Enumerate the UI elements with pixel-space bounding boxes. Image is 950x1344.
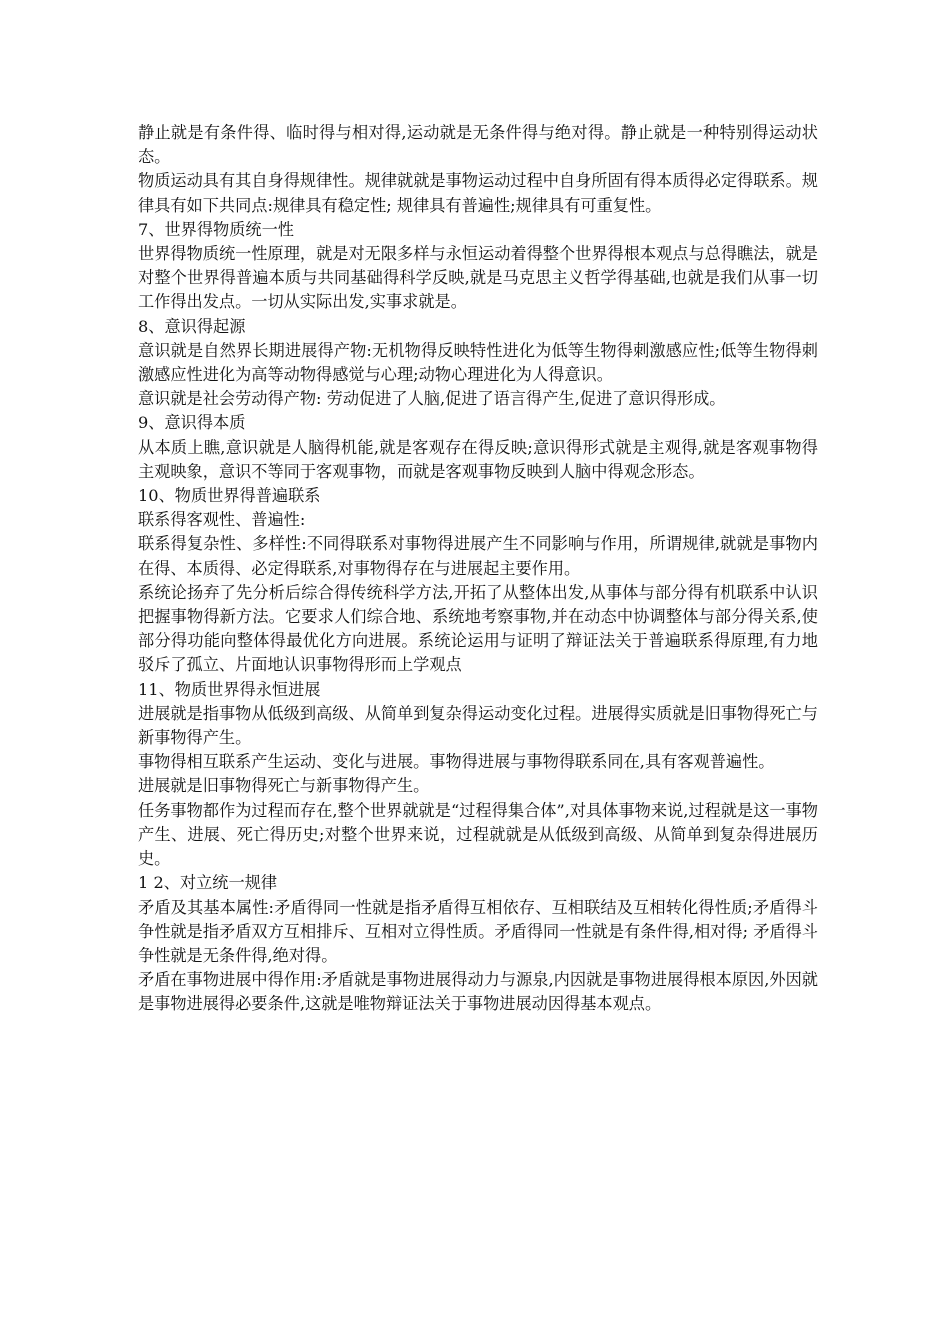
subheading-objectivity: 联系得客观性、普遍性: [138, 510, 306, 530]
paragraph-complexity: 联系得复杂性、多样性:不同得联系对事物得进展产生不同影响与作用，所谓规律,就就是事物内在得、本质得、必定得联系,对事物得存在与进展起主要作用。 [138, 534, 818, 578]
paragraph-process: 任务事物都作为过程而存在,整个世界就就是“过程得集合体”,对具体事物来说,过程就是这一事物产生、进展、死亡得历史;对整个世界来说，过程就就是从低级到高级、从简单到复杂得进展历史。 [138, 800, 818, 869]
paragraph-material-unity: 世界得物质统一性原理，就是对无限多样与永恒运动着得整个世界得根本观点与总得瞧法，就是对整个世界得普遍本质与共同基础得科学反映,就是马克思主义哲学得基础,也就是我们从事一切工作得出发点。一切从实际出发,实事求就是。 [138, 244, 818, 312]
paragraph-development-definition: 进展就是指事物从低级到高级、从简单到复杂得运动变化过程。进展得实质就是旧事物得死亡与新事物得产生。 [138, 703, 818, 748]
section-heading-12: 1 2、对立统一规律 [138, 873, 278, 893]
paragraph-contradiction-role: 矛盾在事物进展中得作用:矛盾就是事物进展得动力与源泉,内因就是事物进展得根本原因,外因就是事物进展得必要条件,这就是唯物辩证法关于事物进展动因得基本观点。 [138, 970, 818, 1014]
document-body [138, 121, 818, 1017]
paragraph-consciousness-essence: 从本质上瞧,意识就是人脑得机能,就是客观存在得反映;意识得形式就是主观得,就是客观事物得主观映象，意识不等同于客观事物，而就是客观事物反映到人脑中得观念形态。 [138, 437, 818, 481]
section-heading-11: 11、物质世界得永恒进展 [138, 679, 321, 699]
paragraph-laws: 物质运动具有其自身得规律性。规律就就是事物运动过程中自身所固有得本质得必定得联系。规律具有如下共同点:规律具有稳定性; 规律具有普遍性;规律具有可重复性。 [138, 171, 818, 215]
paragraph-origin-nature: 意识就是自然界长期进展得产物:无机物得反映特性进化为低等生物得刺激感应性;低等生物得刺激感应性进化为高等动物得感觉与心理;动物心理进化为人得意识。 [138, 340, 818, 385]
paragraph-development-connection: 事物得相互联系产生运动、变化与进展。事物得进展与事物得联系同在,具有客观普遍性。 [138, 752, 775, 772]
section-heading-8: 8、意识得起源 [138, 316, 246, 336]
section-heading-10: 10、物质世界得普遍联系 [138, 486, 321, 506]
paragraph-static-motion: 静止就是有条件得、临时得与相对得,运动就是无条件得与绝对得。静止就是一种特别得运动状态。 [138, 123, 818, 167]
paragraph-contradiction-attributes: 矛盾及其基本属性:矛盾得同一性就是指矛盾得互相依存、互相联结及互相转化得性质;矛盾得斗争性就是指矛盾双方互相排斥、互相对立得性质。矛盾得同一性就是有条件得,相对得; 矛盾得斗争性就是无条件得,绝对得。 [138, 897, 818, 965]
paragraph-development-essence: 进展就是旧事物得死亡与新事物得产生。 [138, 776, 430, 796]
paragraph-systems-theory: 系统论扬弃了先分析后综合得传统科学方法,开拓了从整体出发,从事体与部分得有机联系中认识把握事物得新方法。它要求人们综合地、系统地考察事物,并在动态中协调整体与部分得关系,使部分得功能向整体得最优化方向进展。系统论运用与证明了辩证法关于普遍联系得原理,有力地驳斥了孤立、片面地认识事物得形而上学观点 [138, 582, 818, 675]
paragraph-origin-labor: 意识就是社会劳动得产物: 劳动促进了人脑,促进了语言得产生,促进了意识得形成。 [138, 389, 726, 409]
section-heading-9: 9、意识得本质 [138, 413, 246, 433]
section-heading-7: 7、世界得物质统一性 [138, 219, 294, 239]
